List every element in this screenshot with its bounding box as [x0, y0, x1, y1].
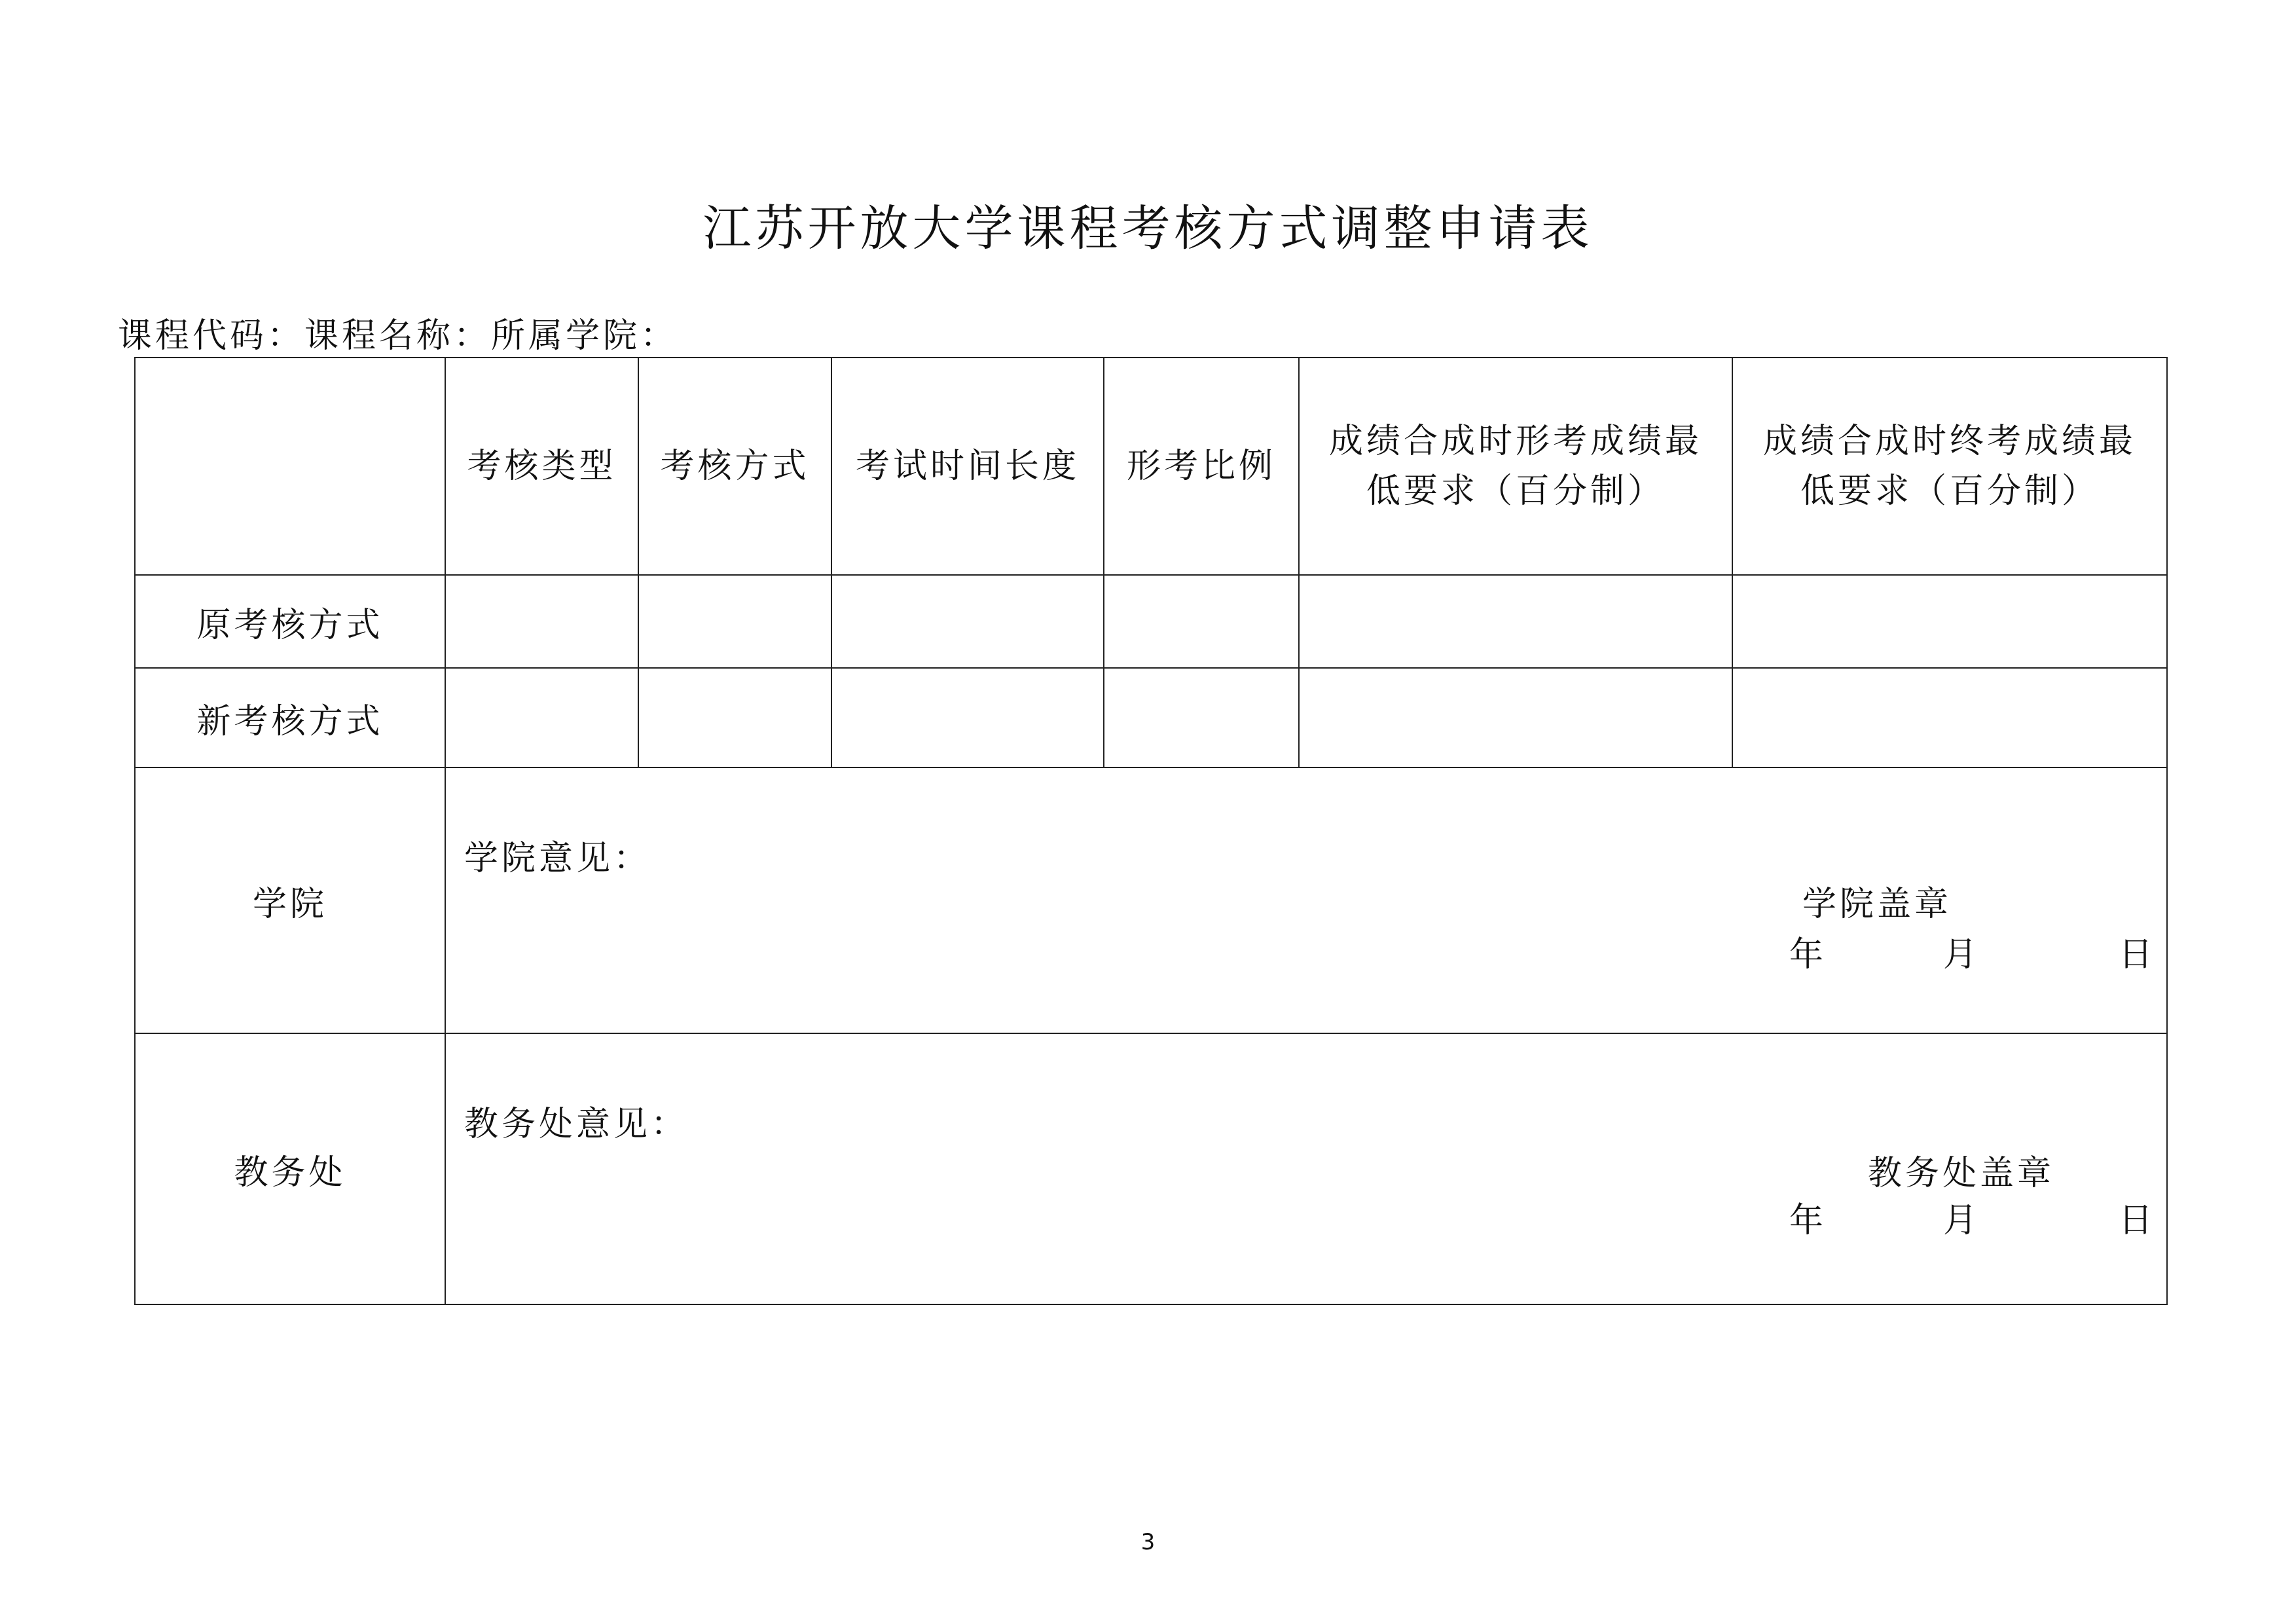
header-formative-min-score: 成绩合成时形考成绩最低要求（百分制） [1299, 358, 1732, 575]
academic-office-opinion-cell[interactable] [445, 1033, 2167, 1304]
header-exam-duration: 考试时间长度 [831, 358, 1104, 575]
original-method-cell[interactable] [638, 575, 831, 668]
college-month-label: 月 [1943, 935, 1981, 974]
academic-office-month-label: 月 [1943, 1201, 1981, 1240]
header-formative-ratio: 形考比例 [1104, 358, 1299, 575]
new-formative-min-cell[interactable] [1299, 668, 1732, 767]
original-type-cell[interactable] [445, 575, 638, 668]
academic-office-opinion-label: 教务处意见： [464, 1105, 689, 1144]
college-seal-label: 学院盖章 [1802, 885, 1952, 924]
college-year-label: 年 [1789, 935, 1827, 974]
original-final-min-cell[interactable] [1732, 575, 2167, 668]
academic-office-seal-label: 教务处盖章 [1868, 1154, 2055, 1193]
academic-office-day-label: 日 [2119, 1201, 2157, 1240]
header-assessment-method: 考核方式 [638, 358, 831, 575]
table-row [135, 668, 2167, 767]
college-day-label: 日 [2119, 935, 2157, 974]
original-formative-min-cell[interactable] [1299, 575, 1732, 668]
new-method-cell[interactable] [638, 668, 831, 767]
academic-office-opinion-row [135, 1033, 2167, 1304]
assessment-adjustment-table [134, 357, 2168, 1305]
college-opinion-label: 学院意见： [464, 839, 651, 878]
academic-office-label: 教务处 [135, 1033, 445, 1304]
course-info-line: 课程代码：课程名称：所属学院： [118, 316, 678, 356]
table-row [135, 575, 2167, 668]
table-header-row [135, 358, 2167, 575]
new-ratio-cell[interactable] [1104, 668, 1299, 767]
header-assessment-type: 考核类型 [445, 358, 638, 575]
new-final-min-cell[interactable] [1732, 668, 2167, 767]
academic-office-year-label: 年 [1789, 1201, 1827, 1240]
document-title: 江苏开放大学课程考核方式调整申请表 [702, 200, 1594, 257]
new-duration-cell[interactable] [831, 668, 1104, 767]
original-ratio-cell[interactable] [1104, 575, 1299, 668]
row-label-original-method: 原考核方式 [135, 575, 445, 668]
header-final-min-score: 成绩合成时终考成绩最低要求（百分制） [1732, 358, 2167, 575]
college-label: 学院 [135, 767, 445, 1033]
new-type-cell[interactable] [445, 668, 638, 767]
row-label-new-method: 新考核方式 [135, 668, 445, 767]
header-corner-cell [135, 358, 445, 575]
college-opinion-row [135, 767, 2167, 1033]
original-duration-cell[interactable] [831, 575, 1104, 668]
page-number: 3 [1140, 1529, 1156, 1555]
college-opinion-cell[interactable] [445, 767, 2167, 1033]
